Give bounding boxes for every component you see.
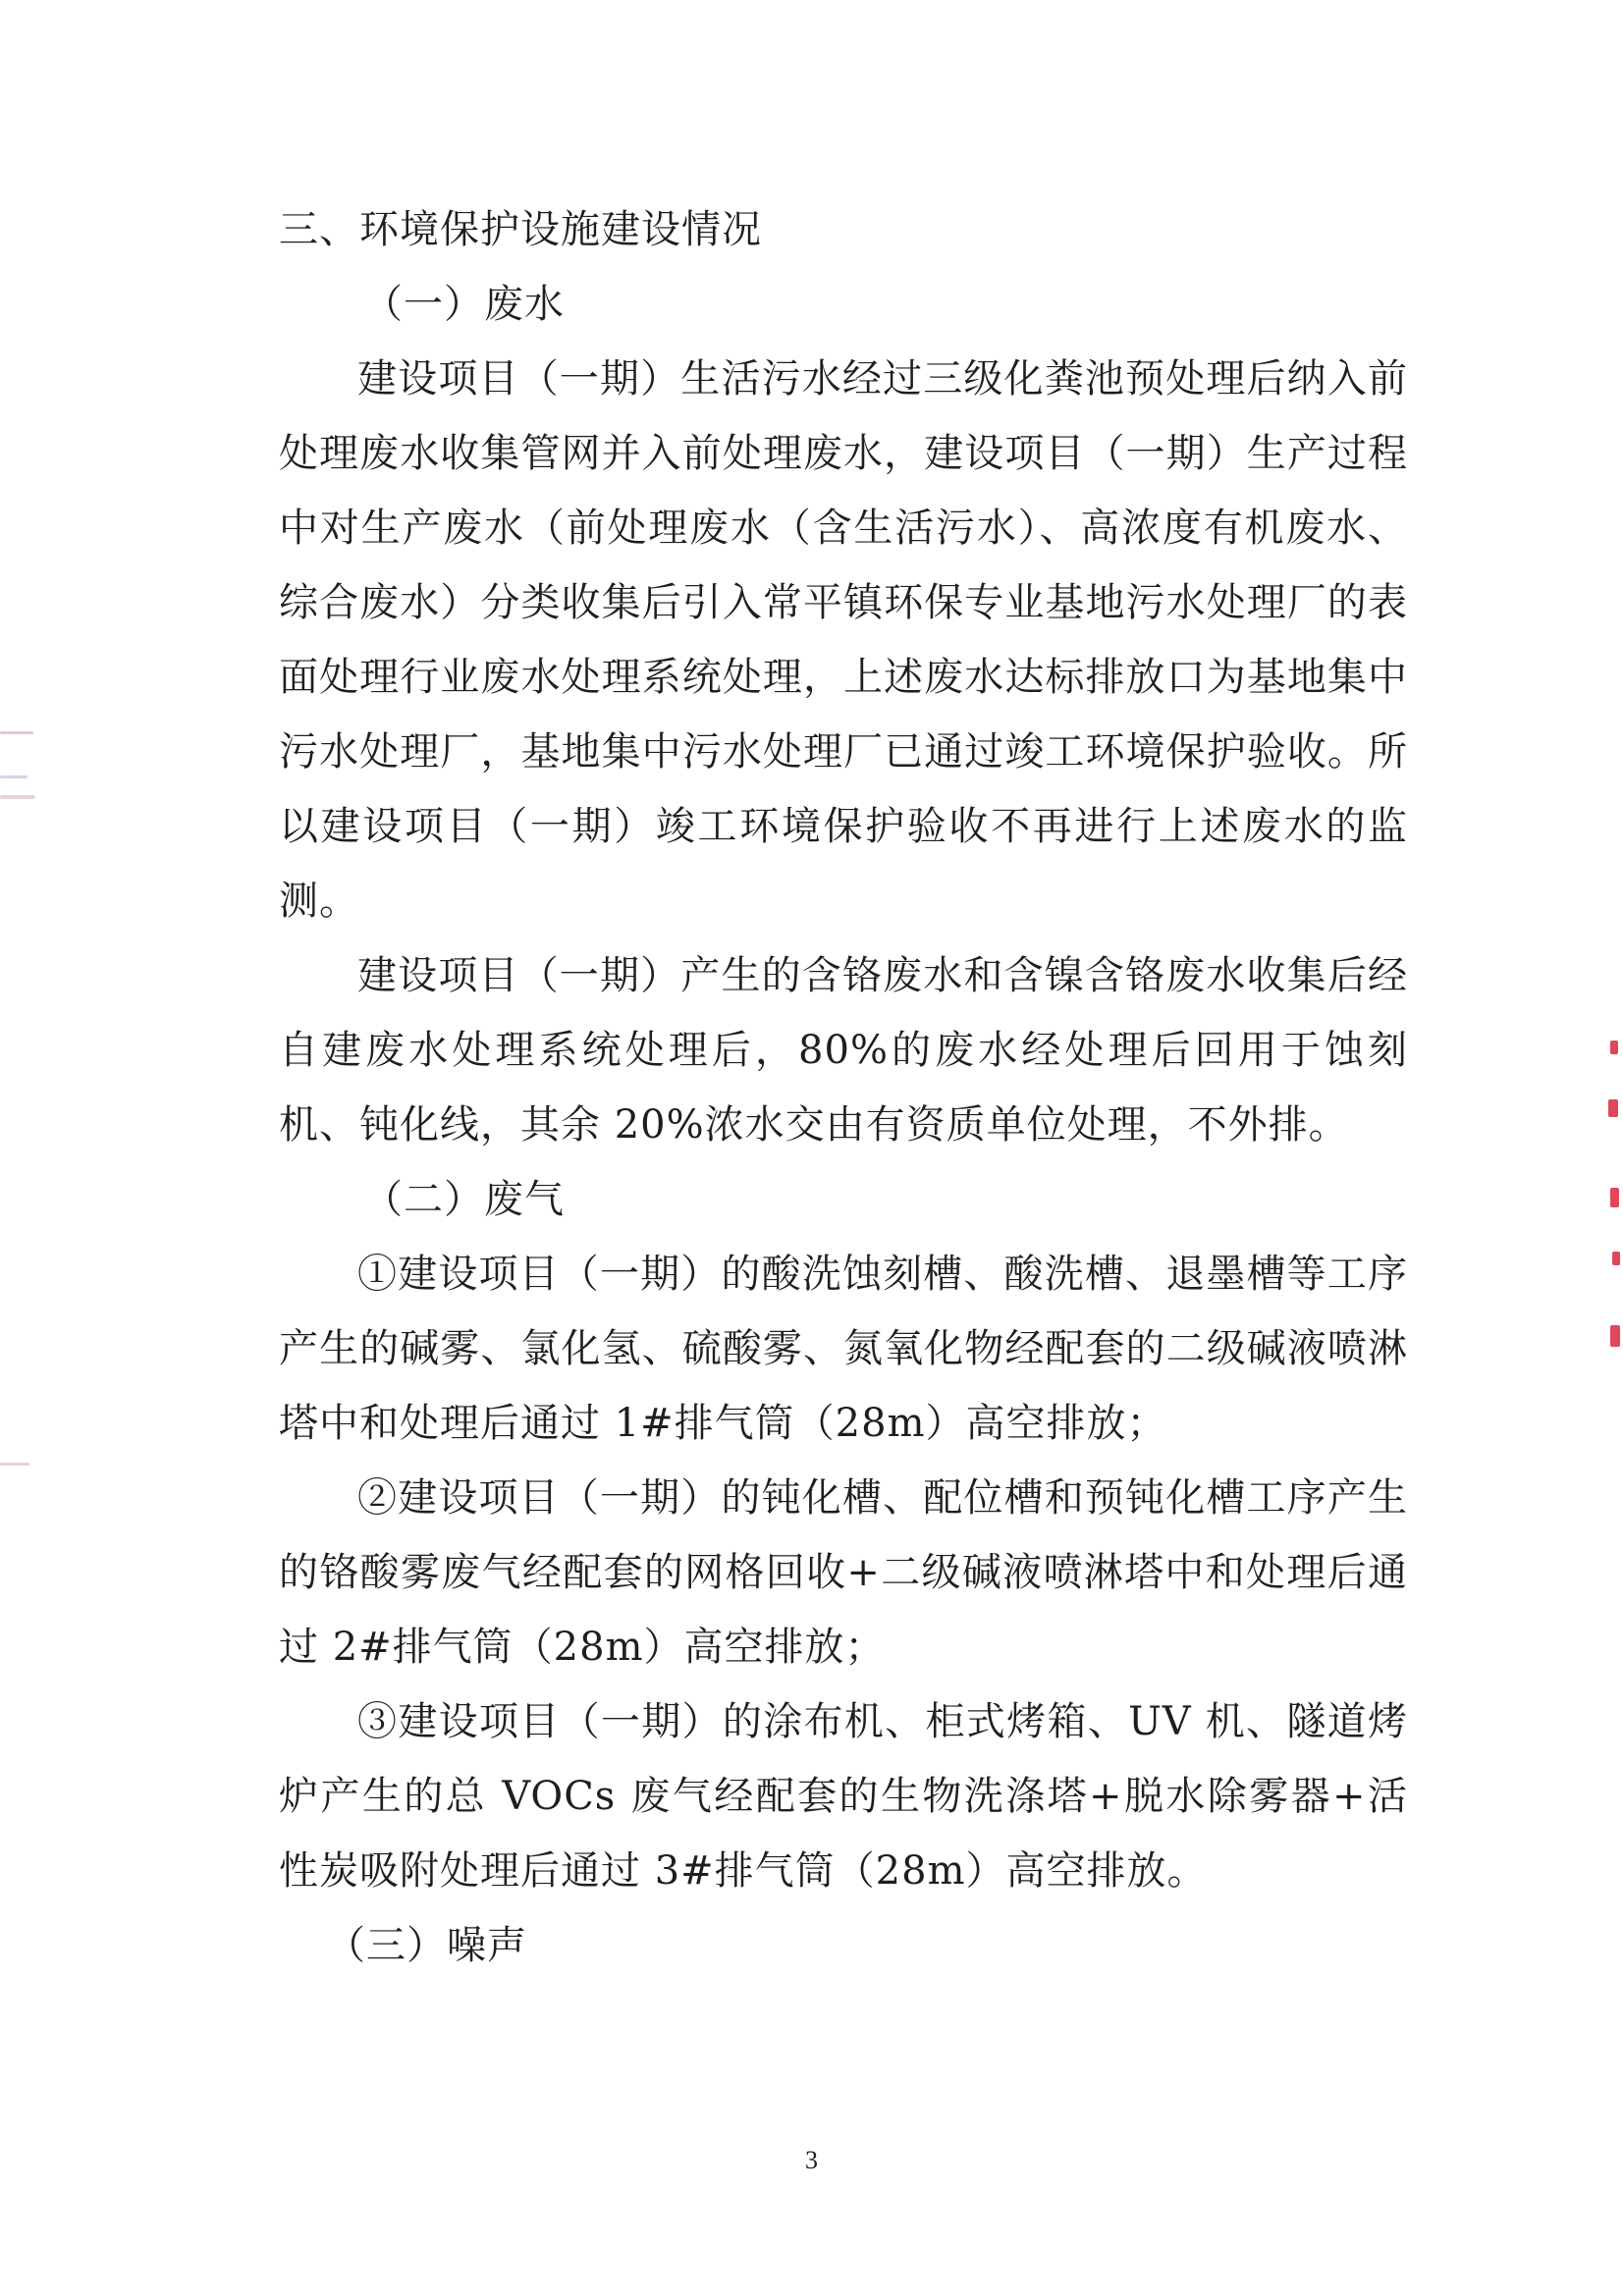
- waste-gas-paragraph-1: ①建设项目（一期）的酸洗蚀刻槽、酸洗槽、退墨槽等工序产生的碱雾、氯化氢、硫酸雾、氮氧化物经配套的二级碱液喷淋塔中和处理后通过 1#排气筒（28m）高空排放；: [279, 1252, 1408, 1446]
- wastewater-heading: （一）废水: [363, 282, 565, 327]
- scan-artifact-left-1: [0, 731, 33, 734]
- wastewater-paragraph-1: 建设项目（一期）生活污水经过三级化粪池预处理后纳入前处理废水收集管网并入前处理废水，建设项目（一期）生产过程中对生产废水（前处理废水（含生活污水）、高浓度有机废水、综合废水）分类收集后引入常平镇环保专业基地污水处理厂的表面处理行业废水处理系统处理，上述废水达标排放口为基地集中污水处理厂，基地集中污水处理厂已通过竣工环境保护验收。所以建设项目（一期）竣工环境保护验收不再进行上述废水的监测。: [279, 356, 1408, 924]
- scan-artifact-right-4: [1612, 1252, 1620, 1265]
- section-title: 三、环境保护设施建设情况: [279, 207, 762, 252]
- scan-artifact-left-3: [0, 795, 35, 799]
- wastewater-paragraph-2: 建设项目（一期）产生的含铬废水和含镍含铬废水收集后经自建废水处理系统处理后，80%的废水经处理后回用于蚀刻机、钝化线，其余 20%浓水交由有资质单位处理，不外排。: [279, 953, 1408, 1148]
- scan-artifact-left-4: [0, 1463, 29, 1466]
- waste-gas-heading: （二）废气: [363, 1177, 565, 1222]
- waste-gas-paragraph-2: ②建设项目（一期）的钝化槽、配位槽和预钝化槽工序产生的铬酸雾废气经配套的网格回收+二级碱液喷淋塔中和处理后通过 2#排气筒（28m）高空排放；: [279, 1475, 1408, 1670]
- waste-gas-paragraph-3: ③建设项目（一期）的涂布机、柜式烤箱、UV 机、隧道烤炉产生的总 VOCs 废气经配套的生物洗涤塔+脱水除雾器+活性炭吸附处理后通过 3#排气筒（28m）高空排放。: [279, 1699, 1408, 1894]
- scan-artifact-right-3: [1610, 1188, 1619, 1207]
- page-number: 3: [805, 2146, 818, 2174]
- document-body: [279, 192, 1408, 1983]
- scan-artifact-right-5: [1610, 1325, 1620, 1347]
- scan-artifact-right-1: [1610, 1041, 1618, 1054]
- scan-artifact-left-2: [0, 775, 27, 778]
- scan-artifact-right-2: [1608, 1099, 1618, 1117]
- noise-heading: （三）噪声: [326, 1923, 527, 1968]
